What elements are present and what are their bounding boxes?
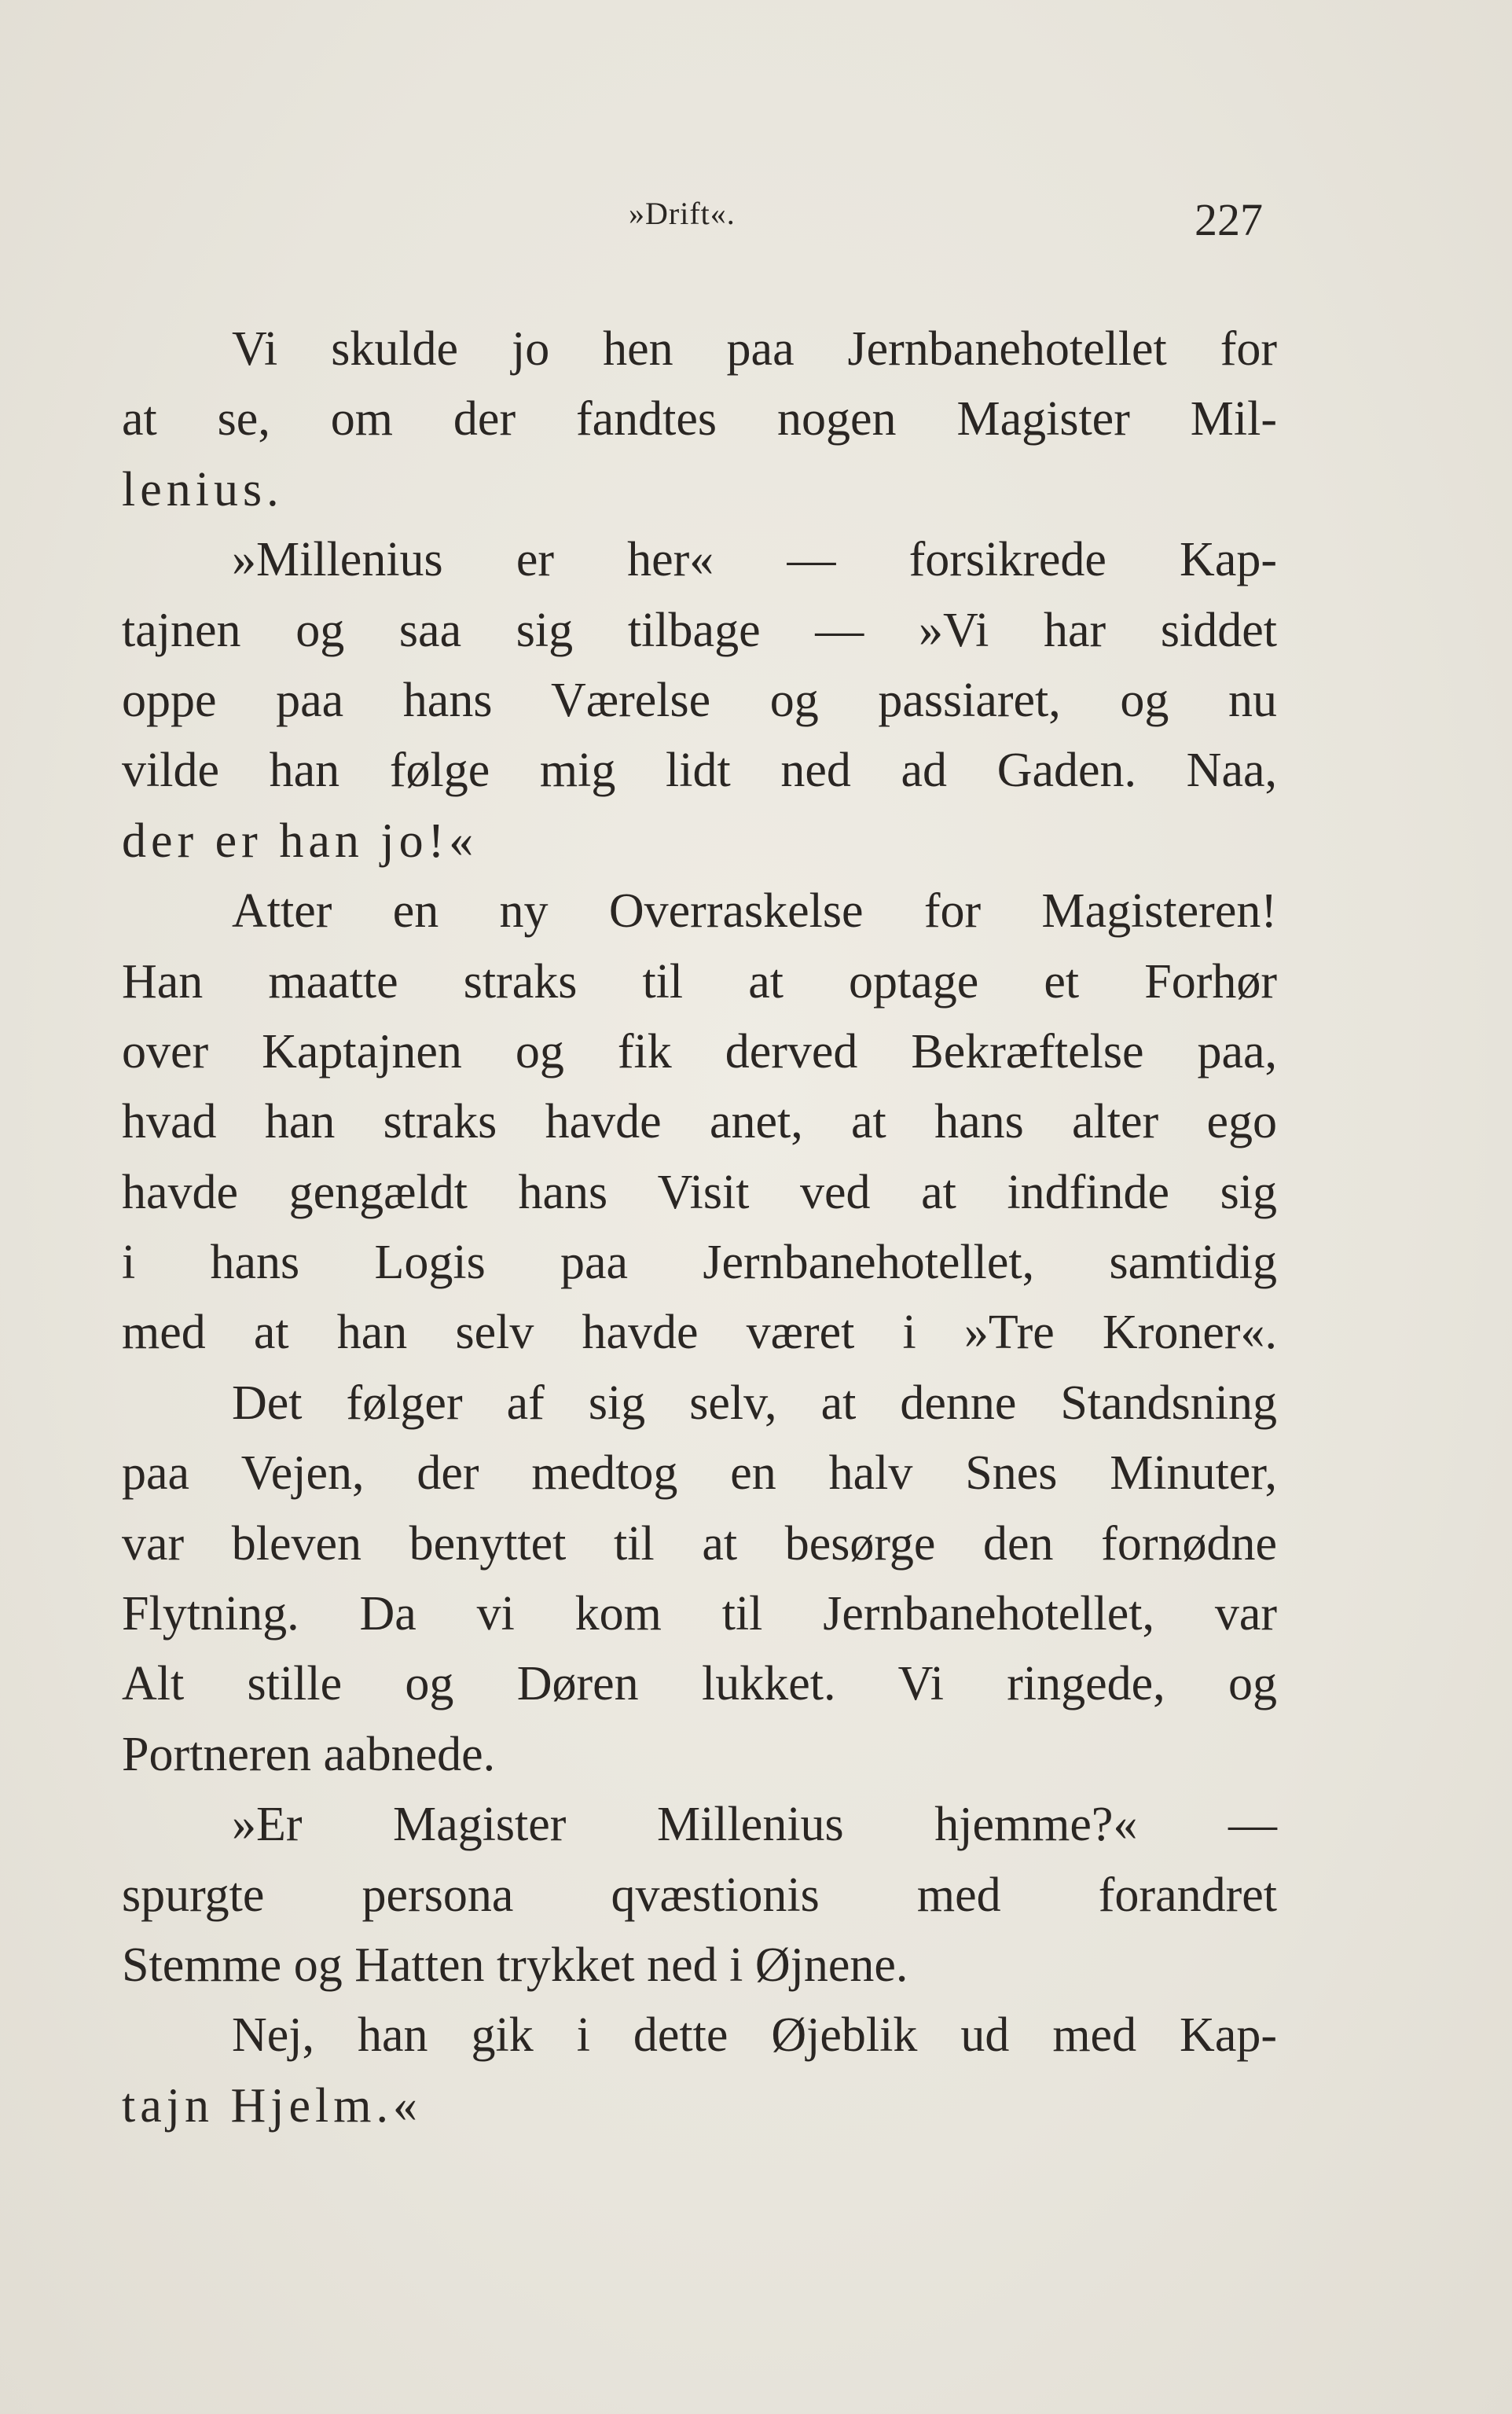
text-line: Stemme og Hatten trykket ned i Øjnene. (122, 1938, 908, 1992)
running-title: »Drift«. (629, 196, 736, 231)
text-line: Vi skulde jo hen paa Jernbanehotellet for (232, 322, 1277, 376)
text-line: Portneren aabnede. (122, 1727, 496, 1781)
text-line: paa Vejen, der medtog en halv Snes Minuter, (122, 1446, 1277, 1501)
text-line: Alt stille og Døren lukket. Vi ringede, og (122, 1657, 1277, 1711)
text-line: »Millenius er her« — forsikrede Kap- (232, 533, 1277, 587)
text-line: Atter en ny Overraskelse for Magisteren! (232, 884, 1277, 939)
text-line: tajnen og saa sig tilbage — »Vi har siddet (122, 603, 1277, 657)
text-line: at se, om der fandtes nogen Magister Mil- (122, 392, 1277, 446)
text-line: spurgte persona qvæstionis med forandret (122, 1868, 1277, 1922)
text-line: over Kaptajnen og fik derved Bekræftelse paa, (122, 1024, 1277, 1078)
text-line: hvad han straks havde anet, at hans alter ego (122, 1095, 1277, 1149)
text-line: Flytning. Da vi kom til Jernbanehotellet, var (122, 1587, 1277, 1641)
text-line: Han maatte straks til at optage et Forhør (122, 954, 1277, 1009)
text-line: lenius. (122, 462, 284, 516)
text-line: Nej, han gik i dette Øjeblik ud med Kap- (232, 2008, 1277, 2063)
text-line: der er han jo!« (122, 814, 479, 868)
text-line: havde gengældt hans Visit ved at indfinde sig (122, 1165, 1277, 1219)
text-line: var bleven benyttet til at besørge den fornødne (122, 1516, 1277, 1571)
text-line: vilde han følge mig lidt ned ad Gaden. Naa, (122, 744, 1277, 798)
text-line: i hans Logis paa Jernbanehotellet, samtidig (122, 1236, 1277, 1290)
text-line: Det følger af sig selv, at denne Standsning (232, 1376, 1277, 1430)
text-line: tajn Hjelm.« (122, 2078, 422, 2133)
body-text (122, 314, 1277, 2141)
page-number: 227 (1195, 194, 1263, 245)
text-line: oppe paa hans Værelse og passiaret, og nu (122, 673, 1277, 727)
text-line: »Er Magister Millenius hjemme?« — (232, 1798, 1277, 1852)
text-line: med at han selv havde været i »Tre Kroner«. (122, 1306, 1277, 1360)
